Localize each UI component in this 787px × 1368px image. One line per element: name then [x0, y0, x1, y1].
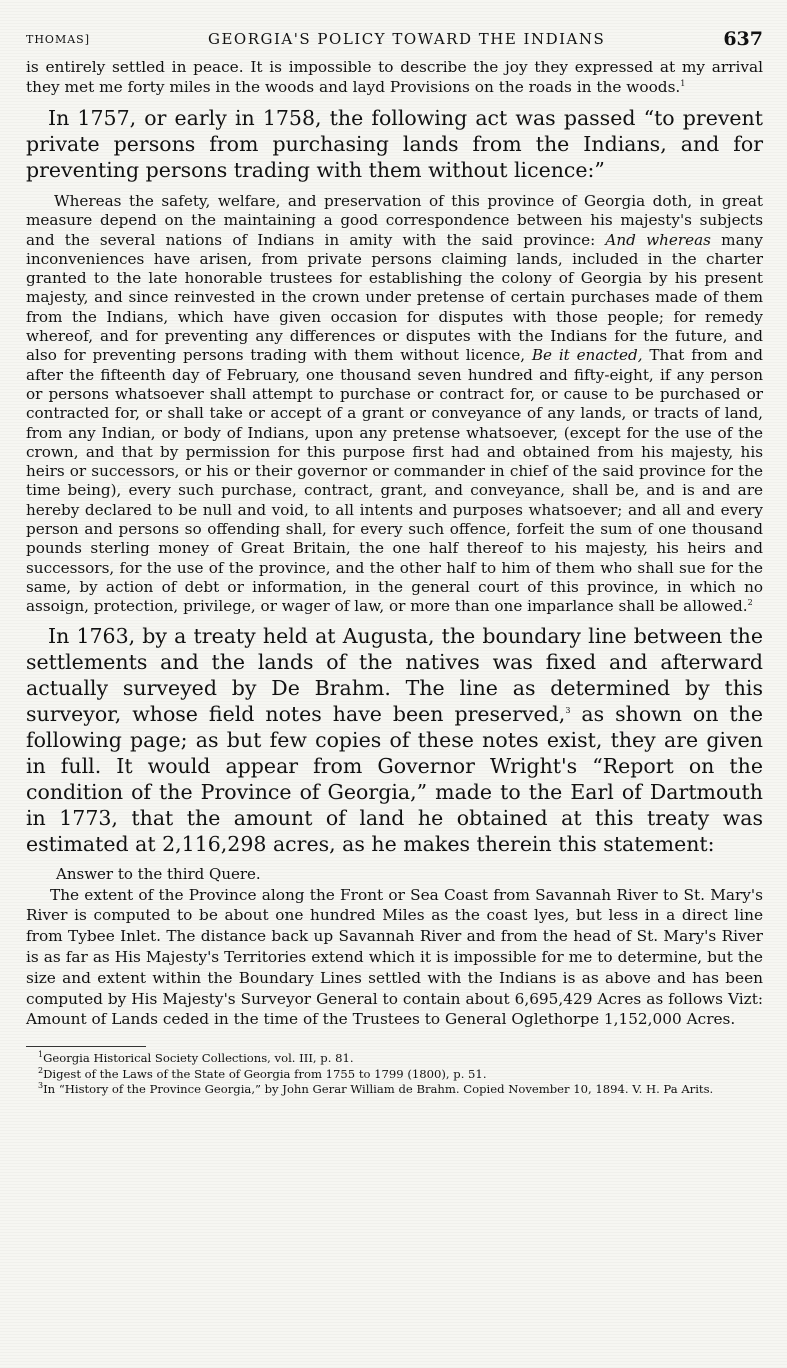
- footnote-mark: 3: [38, 1081, 44, 1091]
- wright-report-quote: The extent of the Province along the Front or Sea Coast from Savannah River to St. Mary's River is computed to be about one hundred Miles as the coast lyes, but less in a direct line from Tybee Inlet. The distance back up Savannah River and from the head of St. Mary's River is as far as His Majesty's Territories extend which it is impossible for me to determine, but the size and extent within the Boundary Lines settled with the Indians is as above and has been computed by His Majesty's Surveyor General to contain about 6,695,429 Acres as follows Vizt: Amount of Lands ceded in the time of the Trustees to General Oglethorpe 1,152,000 Acres.: [26, 885, 763, 1029]
- page-number: 637: [723, 28, 763, 50]
- footnote-mark: 1: [38, 1050, 44, 1060]
- footnote-text: Digest of the Laws of the State of Georgia from 1755 to 1799 (1800), p. 51.: [43, 1066, 487, 1081]
- footnote-ref-2: 2: [747, 598, 753, 608]
- act-text-block: [26, 192, 763, 617]
- footnote-ref-1: 1: [680, 78, 686, 88]
- running-head: [26, 22, 763, 56]
- footnote-text: In “History of the Province Georgia,” by John Gerar William de Brahm. Copied November 10, 1894. V. H. Pa Arits.: [43, 1082, 714, 1097]
- paragraph-letter-ending: [26, 58, 763, 97]
- paragraph-treaty-augusta: [26, 623, 763, 857]
- footnote-mark: 2: [38, 1065, 44, 1075]
- chapter-title: GEORGIA'S POLICY TOWARD THE INDIANS: [208, 30, 606, 48]
- footnote-rule: [26, 1046, 146, 1047]
- footnote-3: [26, 1082, 763, 1098]
- act-text: Whereas the safety, welfare, and preservation of this province of Georgia doth, in great measure depend on the maintaining a good correspondence between his majesty's subjects and the several nations of Indians in amity with the said province: And whereas many inconveniences have arisen, from private persons claiming lands, included in the charter granted to the late honorable trustees for establishing the colony of Georgia by his present majesty, and since reinvested in the crown under pretense of certain purchases made of them from the Indians, which have given occasion for disputes with those people; for remedy whereof, and for preventing any differences or disputes with the Indians for the future, and also for preventing persons trading with them without licence, Be it enacted, That from and after the fifteenth day of February, one thousand seven hundred and fifty-eight, if any person or persons whatsoever shall attempt to purchase or contract for, or cause to be purchased or contracted for, or shall take or accept of a grant or conveyance of any lands, or tracts of land, from any Indian, or body of Indians, upon any pretense whatsoever, (except for the use of the crown, and that by permission for this purpose first had and obtained from his majesty, his heirs or successors, or his or their governor or commander in chief of the said province for the time being), every such purchase, contract, grant, and conveyance, shall be, and is and are hereby declared to be null and void, to all intents and purposes whatsoever; and all and every person and persons so offending shall, for every such offence, forfeit the sum of one thousand pounds sterling money of Great Britain, the one half thereof to his majesty, his heirs and successors, for the use of the province, and the other half to him of them who shall sue for the same, by action of debt or information, in the general court of this province, in which no assoign, protection, privilege, or wager of law, or more than one imparlance shall be allowed.: [26, 192, 763, 616]
- italic-phrase: And whereas: [605, 230, 711, 249]
- paragraph-act-intro: In 1757, or early in 1758, the following act was passed “to prevent private persons from purchasing lands from the Indians, and for preventing persons trading with them without licence:”: [26, 106, 763, 182]
- footnote-1: [26, 1051, 763, 1067]
- footnote-ref-3: 3: [565, 705, 571, 715]
- italic-phrase: Be it enacted,: [531, 346, 643, 365]
- paragraph-text-continued: as shown on the following page; as but few copies of these notes exist, they are given in full. It would appear from Governor Wright's “Report on the condition of the Province of Georgia,” made to the Earl of Dartmouth in 1773, that the amount of land he obtained at this treaty was estimated at 2,116,298 acres, as he makes therein this statement:: [26, 701, 763, 856]
- footnote-2: [26, 1067, 763, 1083]
- author-running-head: THOMAS]: [26, 32, 90, 46]
- paragraph-text: In 1763, by a treaty held at Augusta, the boundary line between the settlements and the lands of the natives was fixed and afterward actually surveyed by De Brahm. The line as determined by this surveyor, whose field notes have been preserved,: [26, 623, 763, 726]
- footnote-text: Georgia Historical Society Collections, vol. III, p. 81.: [43, 1051, 354, 1066]
- paragraph-text: is entirely settled in peace. It is impossible to describe the joy they expressed at my arrival they met me forty miles in the woods and layd Provisions on the roads in the woods.: [26, 58, 763, 96]
- quote-heading: Answer to the third Quere.: [56, 864, 261, 883]
